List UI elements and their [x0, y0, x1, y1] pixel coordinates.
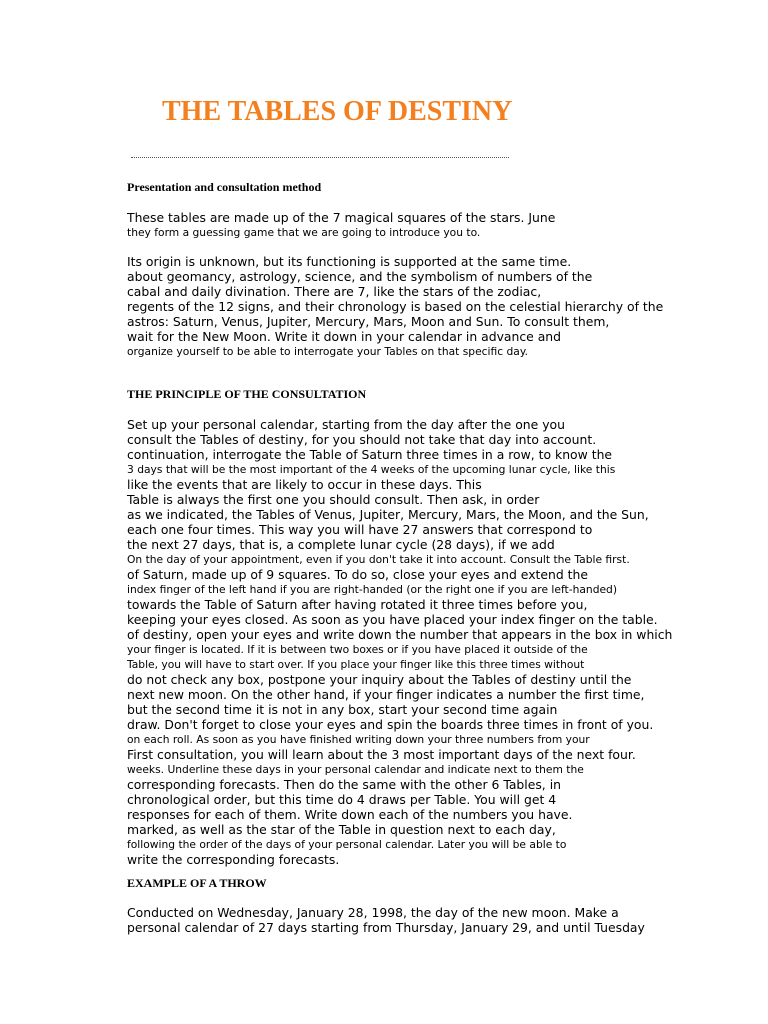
paragraph-example: [127, 905, 645, 935]
text-line: marked, as well as the star of the Table in question next to each day,: [127, 822, 556, 837]
text-line: responses for each of them. Write down each of the numbers you have.: [127, 807, 573, 822]
text-line: On the day of your appointment, even if you don't take it into account. Consult the Table first.: [127, 553, 630, 566]
text-line: Set up your personal calendar, starting from the day after the one you: [127, 417, 565, 432]
section-heading-principle: THE PRINCIPLE OF THE CONSULTATION: [127, 387, 367, 401]
text-line: Its origin is unknown, but its functioning is supported at the same time.: [127, 254, 572, 269]
paragraph-intro: [127, 210, 555, 240]
text-line: First consultation, you will learn about the 3 most important days of the next four.: [127, 747, 636, 762]
text-line: on each roll. As soon as you have finished writing down your three numbers from your: [127, 733, 590, 746]
text-line: next new moon. On the other hand, if your finger indicates a number the first time,: [127, 687, 645, 702]
text-line: consult the Tables of destiny, for you should not take that day into account.: [127, 432, 597, 447]
text-line: chronological order, but this time do 4 draws per Table. You will get 4: [127, 792, 557, 807]
text-line: do not check any box, postpone your inquiry about the Tables of destiny until the: [127, 672, 632, 687]
text-line: cabal and daily divination. There are 7, like the stars of the zodiac,: [127, 284, 542, 299]
text-line: These tables are made up of the 7 magical squares of the stars. June: [127, 210, 556, 225]
section-heading-example: EXAMPLE OF A THROW: [127, 876, 267, 890]
text-line: Table is always the first one you should consult. Then ask, in order: [127, 492, 540, 507]
text-line: write the corresponding forecasts.: [127, 852, 340, 867]
text-line: about geomancy, astrology, science, and the symbolism of numbers of the: [127, 269, 593, 284]
text-line: of destiny, open your eyes and write down the number that appears in the box in which: [127, 627, 673, 642]
text-line: continuation, interrogate the Table of Saturn three times in a row, to know the: [127, 447, 613, 462]
text-line: but the second time it is not in any box, start your second time again: [127, 702, 558, 717]
text-line: the next 27 days, that is, a complete lunar cycle (28 days), if we add: [127, 537, 555, 552]
text-line: astros: Saturn, Venus, Jupiter, Mercury, Mars, Moon and Sun. To consult them,: [127, 314, 610, 329]
text-line: corresponding forecasts. Then do the same with the other 6 Tables, in: [127, 777, 561, 792]
text-line: following the order of the days of your personal calendar. Later you will be able to: [127, 838, 567, 851]
text-line: as we indicated, the Tables of Venus, Jupiter, Mercury, Mars, the Moon, and the Sun,: [127, 507, 649, 522]
text-line: draw. Don't forget to close your eyes and spin the boards three times in front of you.: [127, 717, 654, 732]
text-line: index finger of the left hand if you are right-handed (or the right one if you are left-handed): [127, 583, 618, 596]
text-line: wait for the New Moon. Write it down in your calendar in advance and: [127, 329, 562, 344]
text-line: like the events that are likely to occur in these days. This: [127, 477, 482, 492]
text-line: weeks. Underline these days in your personal calendar and indicate next to them the: [127, 763, 584, 776]
text-line: organize yourself to be able to interrogate your Tables on that specific day.: [127, 345, 529, 358]
text-line: keeping your eyes closed. As soon as you have placed your index finger on the table.: [127, 612, 658, 627]
section-heading-presentation: Presentation and consultation method: [127, 180, 322, 194]
page-title: THE TABLES OF DESTINY: [162, 96, 513, 127]
text-line: Conducted on Wednesday, January 28, 1998, the day of the new moon. Make a: [127, 905, 619, 920]
text-line: your finger is located. If it is between two boxes or if you have placed it outside of the: [127, 643, 588, 656]
text-line: of Saturn, made up of 9 squares. To do so, close your eyes and extend the: [127, 567, 589, 582]
dotted-divider: [131, 157, 509, 158]
text-line: regents of the 12 signs, and their chronology is based on the celestial hierarchy of the: [127, 299, 664, 314]
paragraph-principle: [127, 417, 672, 867]
paragraph-origin: [127, 254, 663, 359]
text-line: personal calendar of 27 days starting from Thursday, January 29, and until Tuesday: [127, 920, 645, 935]
text-line: Table, you will have to start over. If you place your finger like this three times without: [127, 658, 585, 671]
text-line: towards the Table of Saturn after having rotated it three times before you,: [127, 597, 588, 612]
text-line: 3 days that will be the most important of the 4 weeks of the upcoming lunar cycle, like this: [127, 463, 616, 476]
text-line: each one four times. This way you will have 27 answers that correspond to: [127, 522, 593, 537]
text-line: they form a guessing game that we are going to introduce you to.: [127, 226, 481, 239]
